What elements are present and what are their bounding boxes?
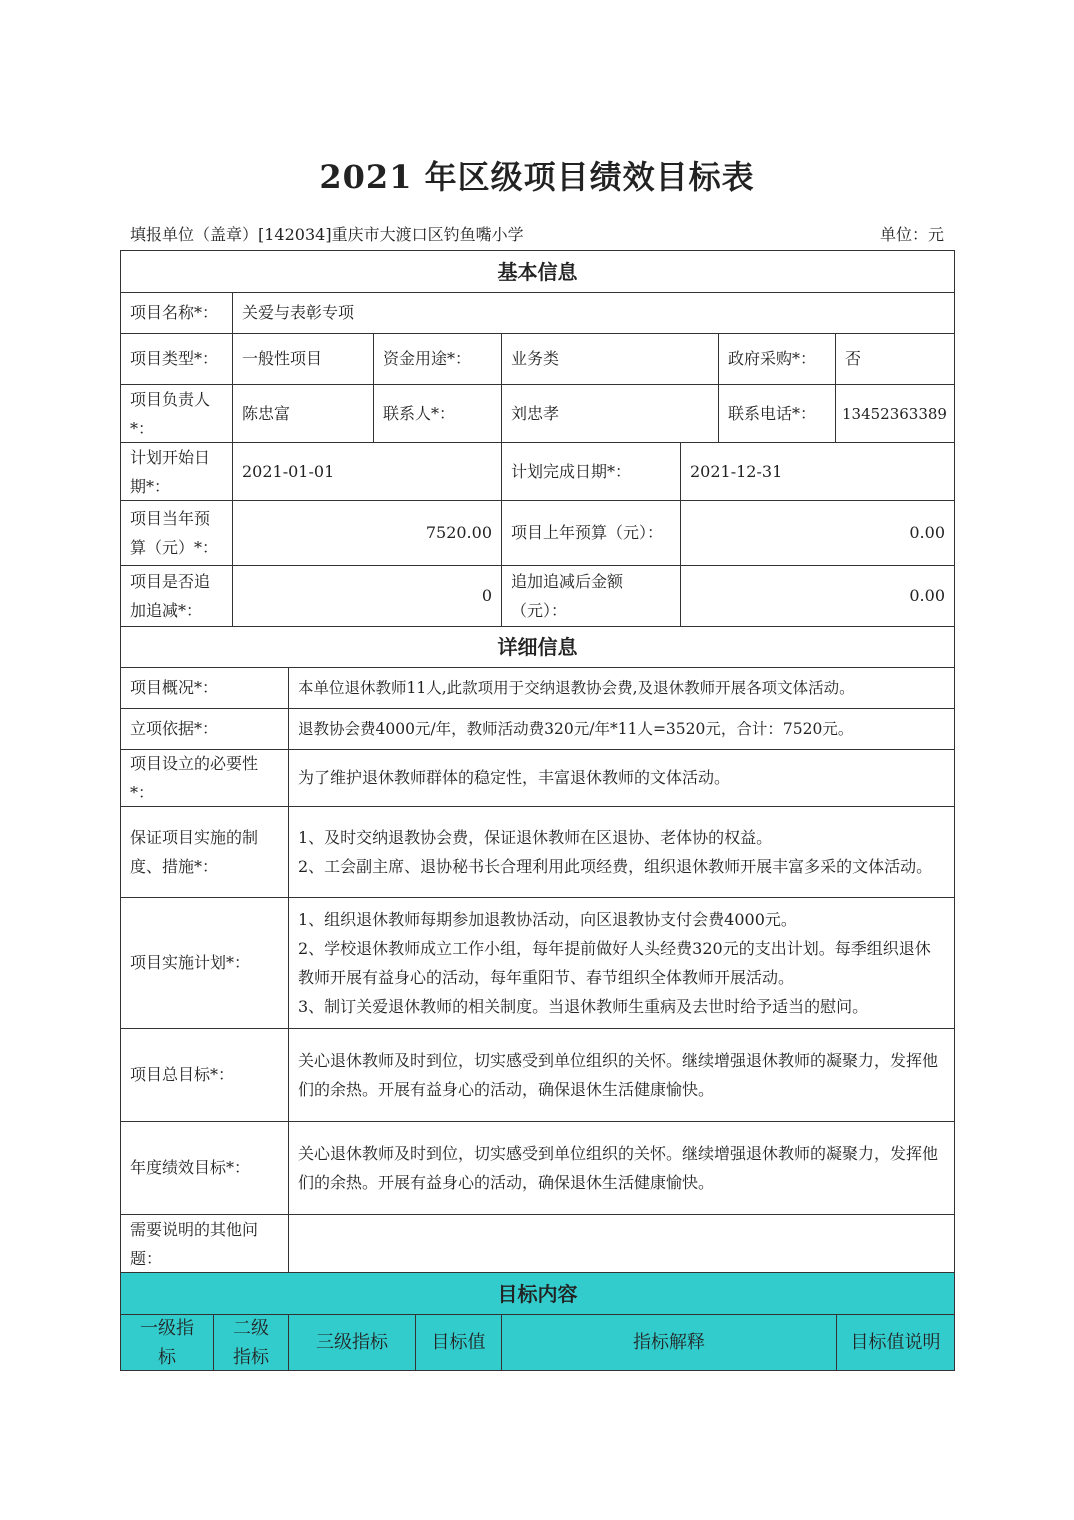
project-name-label — [120, 292, 233, 334]
adjusted-amount-label — [501, 565, 681, 627]
col-header-level2 — [213, 1314, 289, 1371]
measure-item: 1、及时交纳退教协会费，保证退休教师在区退协、老体协的权益。 — [298, 828, 773, 847]
label-text: 项目是否追加追减*： — [130, 572, 211, 620]
section-basic-info — [120, 250, 955, 293]
basis-value — [288, 708, 955, 750]
value-text: 关心退休教师及时到位，切实感受到单位组织的关怀。继续增强退休教师的凝聚力，发挥他们的余热。开展有益身心的活动，确保退休生活健康愉快。 — [298, 1144, 939, 1192]
measures-value — [288, 806, 955, 898]
phone-value — [835, 384, 955, 443]
label-text: 联系人*： — [383, 403, 456, 423]
header-text: 指标解释 — [633, 1331, 705, 1353]
gov-purchase-value — [835, 333, 955, 385]
leader-value — [232, 384, 374, 443]
label-text: 追加追减后金额（元）： — [511, 572, 624, 620]
value-text: 否 — [845, 349, 862, 368]
project-type-value — [232, 333, 374, 385]
label-text: 项目实施计划*： — [130, 953, 251, 972]
value-text: 0 — [481, 586, 492, 605]
start-date-label — [120, 442, 233, 501]
adjust-value — [232, 565, 502, 627]
fund-use-label — [373, 333, 502, 385]
overview-label — [120, 667, 289, 709]
col-header-target-value — [415, 1314, 502, 1371]
label-text: 计划完成日期*： — [511, 461, 632, 481]
label-text: 项目类型*： — [130, 349, 219, 368]
label-text: 保证项目实施的制度、措施*： — [130, 828, 259, 876]
last-budget-value — [680, 500, 955, 566]
project-type-label — [120, 333, 233, 385]
plan-label — [120, 897, 289, 1029]
other-label — [120, 1214, 289, 1273]
other-value — [288, 1214, 955, 1273]
col-header-explanation — [501, 1314, 837, 1371]
value-text: 关爱与表彰专项 — [242, 303, 355, 322]
value-text: 陈忠富 — [242, 403, 291, 423]
phone-label — [718, 384, 836, 443]
label-text: 年度绩效目标*： — [130, 1158, 251, 1177]
label-text: 项目概况*： — [130, 678, 219, 697]
last-budget-label — [501, 500, 681, 566]
section-detail-info — [120, 626, 955, 668]
value-text: 13452363389 — [842, 404, 947, 423]
value-text: 0.00 — [909, 586, 945, 605]
leader-label — [120, 384, 233, 443]
budget-value — [232, 500, 502, 566]
value-text: 本单位退休教师11人,此款项用于交纳退教协会费,及退休教师开展各项文体活动。 — [298, 679, 855, 697]
section-title: 详细信息 — [497, 635, 578, 659]
plan-item: 1、组织退休教师每期参加退教协活动，向区退教协支付会费4000元。 — [298, 910, 797, 929]
col-header-level1 — [120, 1314, 214, 1371]
value-text: 退教协会费4000元/年，教师活动费320元/年*11人=3520元，合计：7520元。 — [298, 720, 854, 738]
gov-purchase-label — [718, 333, 836, 385]
plan-item: 3、制订关爱退休教师的相关制度。当退休教师生重病及去世时给予适当的慰问。 — [298, 997, 869, 1016]
necessity-value — [288, 749, 955, 807]
label-text: 政府采购*： — [728, 349, 817, 368]
label-text: 需要说明的其他问题： — [130, 1219, 259, 1268]
total-goal-label — [120, 1028, 289, 1122]
currency-unit: 单位：元 — [879, 225, 944, 244]
plan-value — [288, 897, 955, 1029]
necessity-label — [120, 749, 289, 807]
value-text: 2021-01-01 — [242, 461, 335, 481]
label-text: 计划开始日期*： — [130, 447, 211, 496]
header-text: 目标值 — [431, 1331, 486, 1353]
label-text: 项目总目标*： — [130, 1065, 235, 1084]
label-text: 项目当年预算（元）*： — [130, 509, 219, 557]
label-text: 项目设立的必要性*： — [130, 754, 259, 802]
section-title: 基本信息 — [497, 259, 578, 284]
header-text: 一级指标 — [140, 1317, 194, 1368]
end-date-label — [501, 442, 681, 501]
label-text: 资金用途*： — [383, 349, 472, 368]
value-text: 刘忠孝 — [511, 403, 560, 423]
value-text: 为了维护退休教师群体的稳定性，丰富退休教师的文体活动。 — [298, 768, 731, 787]
value-text: 7520.00 — [425, 523, 492, 542]
section-title: 目标内容 — [497, 1281, 578, 1306]
col-header-level3 — [288, 1314, 416, 1371]
label-text: 项目上年预算（元）： — [511, 523, 664, 542]
label-text: 立项依据*： — [130, 719, 219, 738]
col-header-value-note — [836, 1314, 955, 1371]
page-title: 2021 年区级项目绩效目标表 — [319, 158, 755, 196]
label-text: 项目负责人*： — [130, 389, 211, 438]
measures-label — [120, 806, 289, 898]
header-text: 目标值说明 — [850, 1331, 941, 1353]
label-text: 联系电话*： — [728, 403, 817, 423]
value-text: 0.00 — [909, 523, 945, 542]
project-name-value — [232, 292, 955, 334]
overview-value — [288, 667, 955, 709]
fund-use-value — [501, 333, 719, 385]
label-text: 项目名称*： — [130, 303, 219, 322]
annual-goal-label — [120, 1121, 289, 1215]
start-date-value — [232, 442, 502, 501]
adjust-label — [120, 565, 233, 627]
value-text: 2021-12-31 — [690, 461, 783, 481]
value-text: 关心退休教师及时到位，切实感受到单位组织的关怀。继续增强退休教师的凝聚力，发挥他们的余热。开展有益身心的活动，确保退休生活健康愉快。 — [298, 1051, 939, 1099]
header-text: 二级指标 — [233, 1317, 269, 1368]
contact-label — [373, 384, 502, 443]
header-text: 三级指标 — [316, 1331, 388, 1353]
adjusted-amount-value — [680, 565, 955, 627]
end-date-value — [680, 442, 955, 501]
plan-item: 2、学校退休教师成立工作小组，每年提前做好人头经费320元的支出计划。每季组织退休教师开展有益身心的活动，每年重阳节、春节组织全体教师开展活动。 — [298, 939, 931, 987]
measure-item: 2、工会副主席、退协秘书长合理利用此项经费，组织退休教师开展丰富多采的文体活动。 — [298, 857, 933, 876]
annual-goal-value — [288, 1121, 955, 1215]
filler-unit: 填报单位（盖章）[142034]重庆市大渡口区钓鱼嘴小学 — [130, 225, 524, 244]
basis-label — [120, 708, 289, 750]
contact-value — [501, 384, 719, 443]
budget-label — [120, 500, 233, 566]
value-text: 业务类 — [511, 349, 560, 368]
section-target-content — [120, 1272, 955, 1315]
value-text: 一般性项目 — [242, 349, 323, 368]
total-goal-value — [288, 1028, 955, 1122]
